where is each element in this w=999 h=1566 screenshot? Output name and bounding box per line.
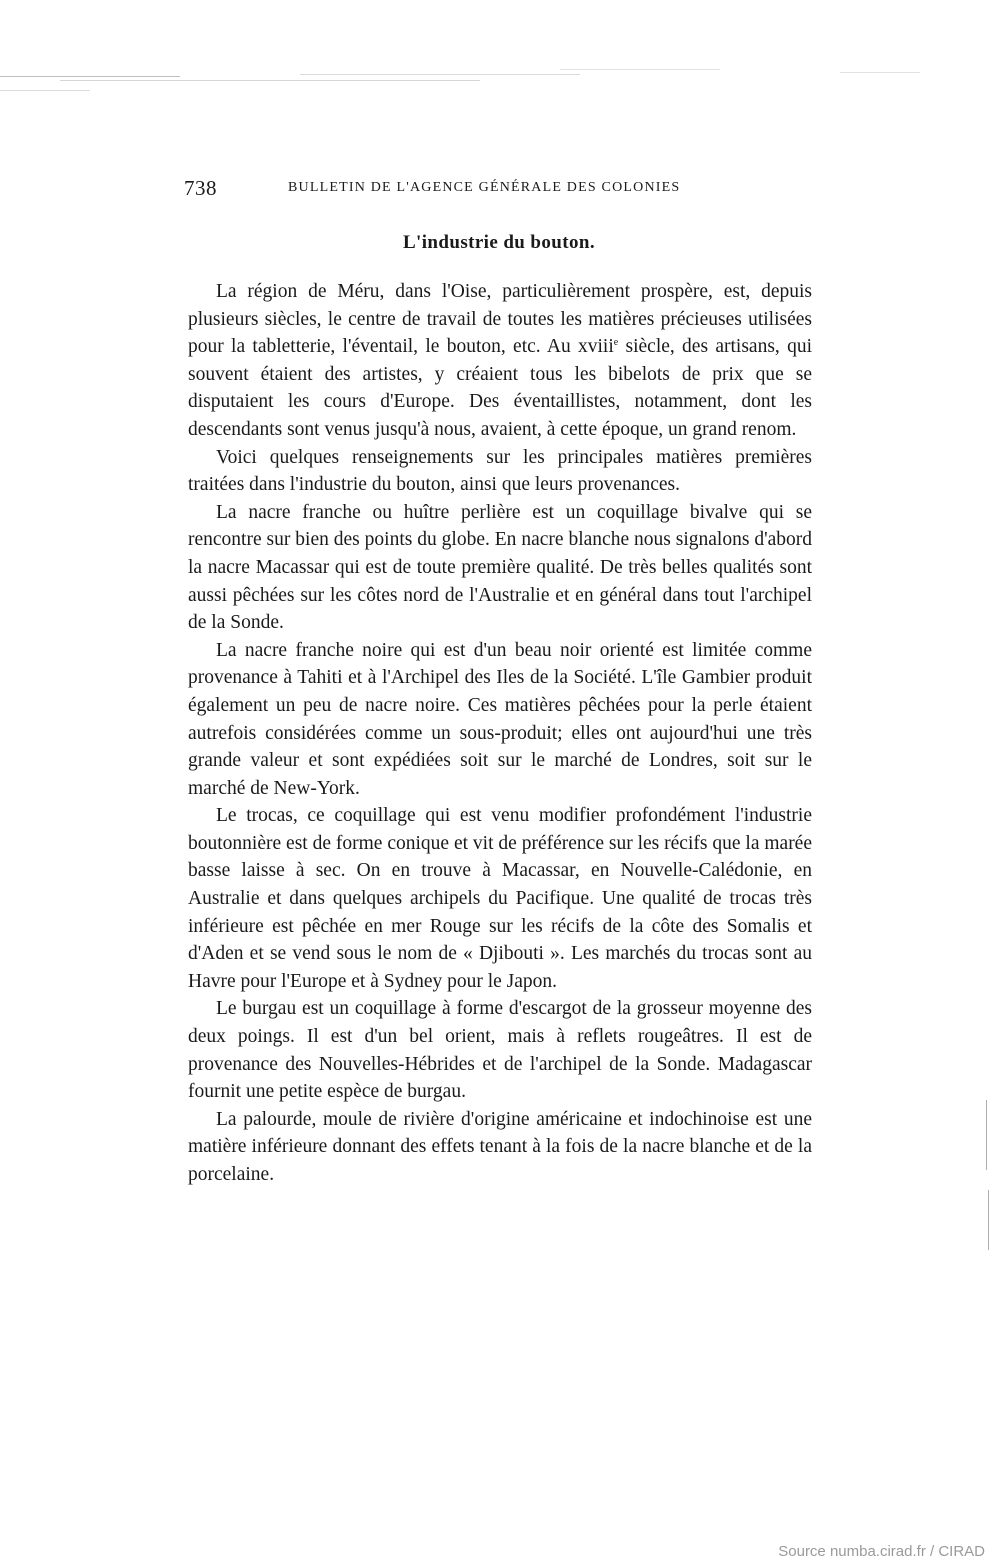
article-body (188, 278, 812, 1189)
paragraph-meru-text-a: La région de Méru, dans l'Oise, particulièrement prospère, est, depuis plusieurs siècles, le centre de travail de toutes les matières précieuses utilisées pour la tabletterie, l'éventail, le bouton, etc. Au xviii (188, 281, 812, 358)
paragraph-palourde: La palourde, moule de rivière d'origine américaine et indochinoise est une matière inférieure donnant des effets tenant à la fois de la nacre blanche et de la porcelaine. (188, 1108, 812, 1185)
journal-title: BULLETIN DE L'AGENCE GÉNÉRALE DES COLONIES (288, 180, 681, 195)
paragraph-meru-superscript: e (613, 337, 619, 349)
scan-noise (0, 60, 999, 120)
paragraph-meru (188, 278, 812, 444)
paragraph-trocas: Le trocas, ce coquillage qui est venu modifier profondément l'industrie boutonnière est de forme conique et vit de préférence sur les récifs que la marée basse laisse à sec. On en trouve à Macassar, en Nouvelle-Calédonie, en Australie et dans quelques archipels du Pacifique. Une qualité de trocas très inférieure est pêchée en mer Rouge sur les récifs de la côte des Somalis et d'Aden et se vend sous le nom de « Djibouti ». Les marchés du trocas sont au Havre pour l'Europe et à Sydney pour le Japon. (188, 805, 812, 992)
paragraph-nacre-noire: La nacre franche noire qui est d'un beau noir orienté est limitée comme provenance à Tahiti et à l'Archipel des Iles de la Société. L'île Gambier produit également un peu de nacre noire. Ces matières pêchées pour la perle étaient autrefois considérées comme un sous-produit; elles ont aujourd'hui une très grande valeur et sont expédiées soit sur le marché de Londres, soit sur le marché de New-York. (188, 639, 812, 799)
paragraph-meru-text-b: siècle, des artisans, qui souvent étaient des artistes, y créaient tous les bibelots de prix que se disputaient les cours d'Europe. Des éventaillistes, notamment, dont les descendants sont venus jusqu'à nous, avaient, à cette époque, un grand renom. (188, 336, 812, 440)
paragraph-nacre-blanche: La nacre franche ou huître perlière est un coquillage bivalve qui se rencontre sur bien des points du globe. En nacre blanche nous signalons d'abord la nacre Macassar qui est de toute première qualité. De très belles qualités sont aussi pêchées sur les côtes nord de l'Australie et en général dans tout l'archipel de la Sonde. (188, 501, 812, 634)
paragraph-intro: Voici quelques renseignements sur les principales matières premières traitées dans l'industrie du bouton, ainsi que leurs provenances. (188, 446, 812, 496)
paragraph-burgau: Le burgau est un coquillage à forme d'escargot de la grosseur moyenne des deux poings. Il est d'un bel orient, mais à reflets rougeâtres. Il est de provenance des Nouvelles-Hébrides et de l'archipel de la Sonde. Madagascar fournit une petite espèce de burgau. (188, 998, 812, 1103)
source-credit: Source numba.cirad.fr / CIRAD (778, 1543, 985, 1560)
article-title: L'industrie du bouton. (402, 232, 595, 253)
margin-mark (986, 1100, 987, 1170)
margin-mark (988, 1190, 989, 1250)
page-number: 738 (184, 176, 217, 200)
running-head (184, 176, 712, 200)
